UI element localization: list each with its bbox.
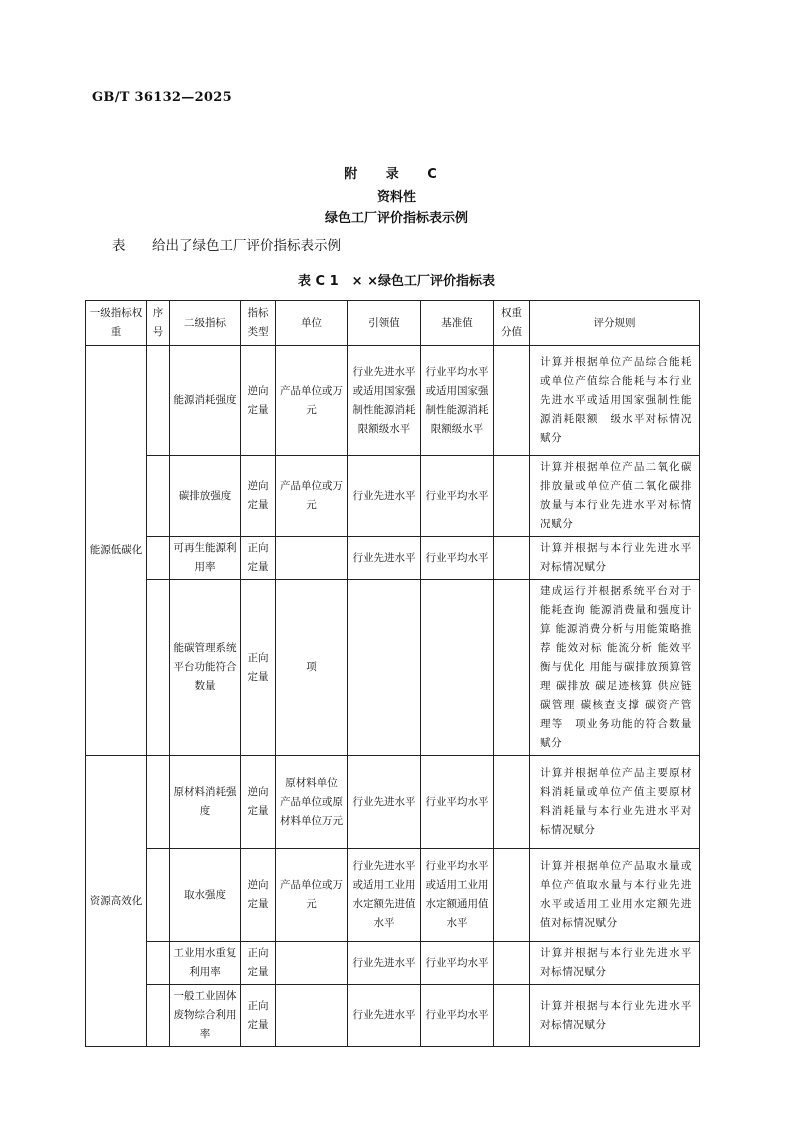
rule-cell: 计算并根据与本行业先进水平对标情况赋分 bbox=[530, 985, 700, 1047]
standard-code: GB/T 36132—2025 bbox=[92, 90, 232, 105]
rule-cell: 计算并根据单位产品取水量或单位产值取水量与本行业先进水平或适用工业用水定额先进值对标情况赋分 bbox=[530, 849, 700, 942]
type-cell: 正向定量 bbox=[241, 580, 276, 756]
lead-value-cell: 行业先进水平或适用工业用水定额先进值水平 bbox=[348, 849, 421, 942]
base-value-cell: 行业平均水平 bbox=[421, 942, 494, 985]
table-row bbox=[86, 985, 700, 1047]
rule-cell: 计算并根据与本行业先进水平对标情况赋分 bbox=[530, 537, 700, 580]
seq-cell bbox=[147, 756, 170, 849]
appendix-type: 资料性 bbox=[376, 190, 416, 205]
header-cell: 指标类型 bbox=[241, 301, 276, 346]
appendix-name: 绿色工厂评价指标表示例 bbox=[324, 211, 468, 226]
table-row bbox=[86, 942, 700, 985]
unit-cell: 项 bbox=[276, 580, 348, 756]
type-cell: 正向定量 bbox=[241, 537, 276, 580]
base-value-cell: 行业平均水平或适用工业用水定额通用值水平 bbox=[421, 849, 494, 942]
header-cell: 二级指标 bbox=[170, 301, 241, 346]
base-value-cell: 行业平均水平 bbox=[421, 756, 494, 849]
base-value-cell: 行业平均水平 bbox=[421, 456, 494, 537]
unit-cell: 产品单位或万元 bbox=[276, 849, 348, 942]
table-row bbox=[86, 756, 700, 849]
appendix-title: 附 录 C bbox=[344, 167, 449, 182]
header-cell: 权重分值 bbox=[494, 301, 530, 346]
header-cell: 基准值 bbox=[421, 301, 494, 346]
base-value-cell: 行业平均水平 bbox=[421, 537, 494, 580]
indicator-cell: 可再生能源利用率 bbox=[170, 537, 241, 580]
evaluation-table bbox=[85, 300, 700, 1047]
indicator-cell: 能源消耗强度 bbox=[170, 346, 241, 456]
table-row bbox=[86, 849, 700, 942]
group-name-cell: 能源低碳化 bbox=[86, 346, 147, 756]
base-value-cell: 行业平均水平 bbox=[421, 985, 494, 1047]
seq-cell bbox=[147, 985, 170, 1047]
type-cell: 正向定量 bbox=[241, 985, 276, 1047]
header-cell: 单位 bbox=[276, 301, 348, 346]
indicator-cell: 原材料消耗强度 bbox=[170, 756, 241, 849]
unit-cell: 原材料单位 产品单位或原材料单位万元 bbox=[276, 756, 348, 849]
type-cell: 逆向定量 bbox=[241, 756, 276, 849]
unit-cell bbox=[276, 537, 348, 580]
lead-value-cell: 行业先进水平 bbox=[348, 942, 421, 985]
indicator-cell: 一般工业固体废物综合利用率 bbox=[170, 985, 241, 1047]
indicator-cell: 碳排放强度 bbox=[170, 456, 241, 537]
indicator-cell: 取水强度 bbox=[170, 849, 241, 942]
table-row bbox=[86, 580, 700, 756]
weight-cell bbox=[494, 942, 530, 985]
lead-value-cell: 行业先进水平 bbox=[348, 456, 421, 537]
intro-paragraph bbox=[112, 234, 341, 254]
rule-cell: 计算并根据单位产品二氧化碳排放量或单位产值二氧化碳排放量与本行业先进水平对标情况赋分 bbox=[530, 456, 700, 537]
seq-cell bbox=[147, 537, 170, 580]
unit-cell bbox=[276, 942, 348, 985]
base-value-cell: 行业平均水平或适用国家强制性能源消耗限额级水平 bbox=[421, 346, 494, 456]
table-header-row bbox=[86, 301, 700, 346]
indicator-cell: 工业用水重复利用率 bbox=[170, 942, 241, 985]
weight-cell bbox=[494, 456, 530, 537]
table-caption: 表 C 1 × ×绿色工厂评价指标表 bbox=[298, 274, 495, 289]
lead-value-cell: 行业先进水平或适用国家强制性能源消耗限额级水平 bbox=[348, 346, 421, 456]
type-cell: 逆向定量 bbox=[241, 849, 276, 942]
weight-cell bbox=[494, 537, 530, 580]
header-cell: 一级指标权重 bbox=[86, 301, 147, 346]
group-name-cell: 资源高效化 bbox=[86, 756, 147, 1047]
weight-cell bbox=[494, 756, 530, 849]
header-cell: 引领值 bbox=[348, 301, 421, 346]
lead-value-cell: 行业先进水平 bbox=[348, 985, 421, 1047]
seq-cell bbox=[147, 849, 170, 942]
rule-cell: 计算并根据单位产品主要原材料消耗量或单位产值主要原材料消耗量与本行业先进水平对标情况赋分 bbox=[530, 756, 700, 849]
header-cell: 评分规则 bbox=[530, 301, 700, 346]
table-row bbox=[86, 456, 700, 537]
header-cell: 序号 bbox=[147, 301, 170, 346]
rule-cell: 计算并根据单位产品综合能耗或单位产值综合能耗与本行业先进水平或适用国家强制性能源消耗限额 级水平对标情况赋分 bbox=[530, 346, 700, 456]
rule-cell: 计算并根据与本行业先进水平对标情况赋分 bbox=[530, 942, 700, 985]
weight-cell bbox=[494, 985, 530, 1047]
seq-cell bbox=[147, 942, 170, 985]
table-row bbox=[86, 346, 700, 456]
lead-value-cell: 行业先进水平 bbox=[348, 537, 421, 580]
intro-text: 给出了绿色工厂评价指标表示例 bbox=[152, 238, 341, 254]
weight-cell bbox=[494, 580, 530, 756]
seq-cell bbox=[147, 456, 170, 537]
table-row bbox=[86, 537, 700, 580]
type-cell: 逆向定量 bbox=[241, 346, 276, 456]
type-cell: 正向定量 bbox=[241, 942, 276, 985]
unit-cell bbox=[276, 985, 348, 1047]
type-cell: 逆向定量 bbox=[241, 456, 276, 537]
seq-cell bbox=[147, 580, 170, 756]
rule-cell: 建成运行并根据系统平台对于能耗查询 能源消费量和强度计算 能源消费分析与用能策略推荐 能效对标 能流分析 能效平衡与优化 用能与碳排放预算管理 碳排放 碳足迹核算 供应链碳管理 碳核查支撑 碳资产管理等 项业务功能的符合数量赋分 bbox=[530, 580, 700, 756]
unit-cell: 产品单位或万元 bbox=[276, 346, 348, 456]
intro-lead: 表 bbox=[112, 238, 126, 254]
seq-cell bbox=[147, 346, 170, 456]
unit-cell: 产品单位或万元 bbox=[276, 456, 348, 537]
weight-cell bbox=[494, 849, 530, 942]
lead-value-cell bbox=[348, 580, 421, 756]
indicator-cell: 能碳管理系统平台功能符合数量 bbox=[170, 580, 241, 756]
weight-cell bbox=[494, 346, 530, 456]
lead-value-cell: 行业先进水平 bbox=[348, 756, 421, 849]
base-value-cell bbox=[421, 580, 494, 756]
